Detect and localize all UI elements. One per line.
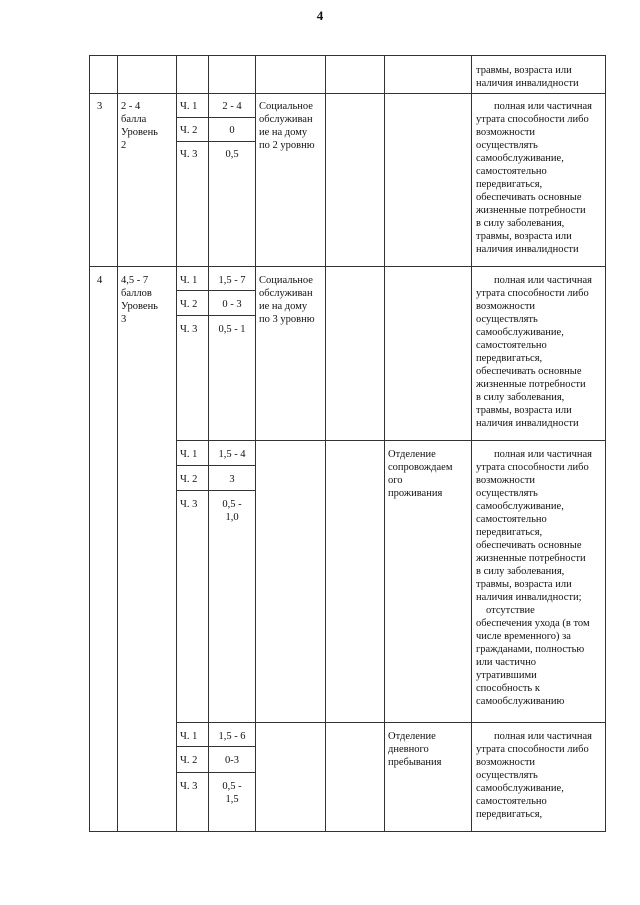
part-label: Ч. 2 — [180, 755, 198, 766]
part-label: Ч. 3 — [180, 499, 198, 510]
column-divider — [117, 55, 118, 832]
cell-divider — [176, 465, 256, 466]
part-value: 1,5 - 4 — [218, 449, 246, 460]
cell-divider — [176, 290, 256, 291]
part-value: 0 — [229, 125, 235, 136]
description-cell: полная или частичная утрата способности либо возможности осуществлять самообслуживание, самостоятельно передвигаться, обеспечивать основные жизненные потребности в силу заболевания, травмы, возраста или наличия инвалидности — [476, 101, 593, 255]
table-border-left — [89, 55, 90, 832]
description-cell: полная или частичная утрата способности либо возможности осуществлять самообслуживание, самостоятельно передвигаться, обеспечивать основные жизненные потребности в силу заболевания, травмы, возраста или наличия инвалидности; — [476, 449, 593, 603]
department-cell: Отделение дневного пребывания — [388, 731, 442, 768]
points-cell: 2 - 4 балла Уровень 2 — [121, 101, 158, 151]
part-label: Ч. 2 — [180, 474, 198, 485]
part-value: 0,5 — [225, 149, 239, 160]
cell-divider — [176, 141, 256, 142]
description-cell: полная или частичная утрата способности либо возможности осуществлять самообслуживание, самостоятельно передвигаться, обеспечивать основные жизненные потребности в силу заболевания, травмы, возраста или наличия инвалидности — [476, 275, 593, 429]
part-label: Ч. 1 — [180, 101, 198, 112]
table-border-right — [605, 55, 606, 832]
page-number: 4 — [316, 8, 324, 23]
row-divider — [176, 722, 606, 723]
row-divider — [89, 266, 606, 267]
service-cell: Социальное обслуживан ие на дому по 3 уровню — [259, 275, 315, 325]
row-divider — [176, 440, 606, 441]
column-divider — [471, 55, 472, 832]
part-value: 0,5 - 1 — [218, 324, 246, 335]
cell-divider — [176, 315, 256, 316]
column-divider — [176, 55, 177, 832]
part-value: 1,5 - 6 — [218, 731, 246, 742]
cell-divider — [176, 772, 256, 773]
part-value: 0-3 — [225, 755, 239, 766]
column-divider — [208, 55, 209, 832]
part-label: Ч. 1 — [180, 449, 198, 460]
part-value: 3 — [229, 474, 235, 485]
cell-divider — [176, 746, 256, 747]
service-cell: Социальное обслуживан ие на дому по 2 уровню — [259, 101, 315, 151]
part-value: 2 - 4 — [222, 101, 242, 112]
table-border-top — [89, 55, 606, 56]
department-cell: Отделение сопровождаем ого проживания — [388, 449, 453, 499]
part-value: 0,5 - 1,5 — [222, 781, 242, 805]
part-label: Ч. 1 — [180, 731, 198, 742]
part-value: 1,5 - 7 — [218, 275, 246, 286]
table-border-bottom — [89, 831, 606, 832]
part-label: Ч. 3 — [180, 149, 198, 160]
cell-divider — [176, 117, 256, 118]
description-extra: отсутствие обеспечения ухода (в том числе временного) за гражданами, полностью или частично утратившими способность к самообслуживанию — [476, 605, 590, 707]
points-cell: 4,5 - 7 баллов Уровень 3 — [121, 275, 158, 325]
column-divider — [255, 55, 256, 832]
column-divider — [325, 55, 326, 832]
column-divider — [384, 55, 385, 832]
description-cell: травмы, возраста или наличия инвалидности — [476, 65, 579, 89]
part-label: Ч. 2 — [180, 125, 198, 136]
part-label: Ч. 2 — [180, 299, 198, 310]
cell-divider — [176, 490, 256, 491]
part-label: Ч. 3 — [180, 781, 198, 792]
row-number: 3 — [97, 101, 103, 112]
row-divider — [89, 93, 606, 94]
description-cell: полная или частичная утрата способности либо возможности осуществлять самообслуживание, самостоятельно передвигаться, — [476, 731, 593, 820]
part-label: Ч. 3 — [180, 324, 198, 335]
part-label: Ч. 1 — [180, 275, 198, 286]
part-value: 0,5 - 1,0 — [222, 499, 242, 523]
part-value: 0 - 3 — [222, 299, 242, 310]
row-number: 4 — [97, 275, 103, 286]
